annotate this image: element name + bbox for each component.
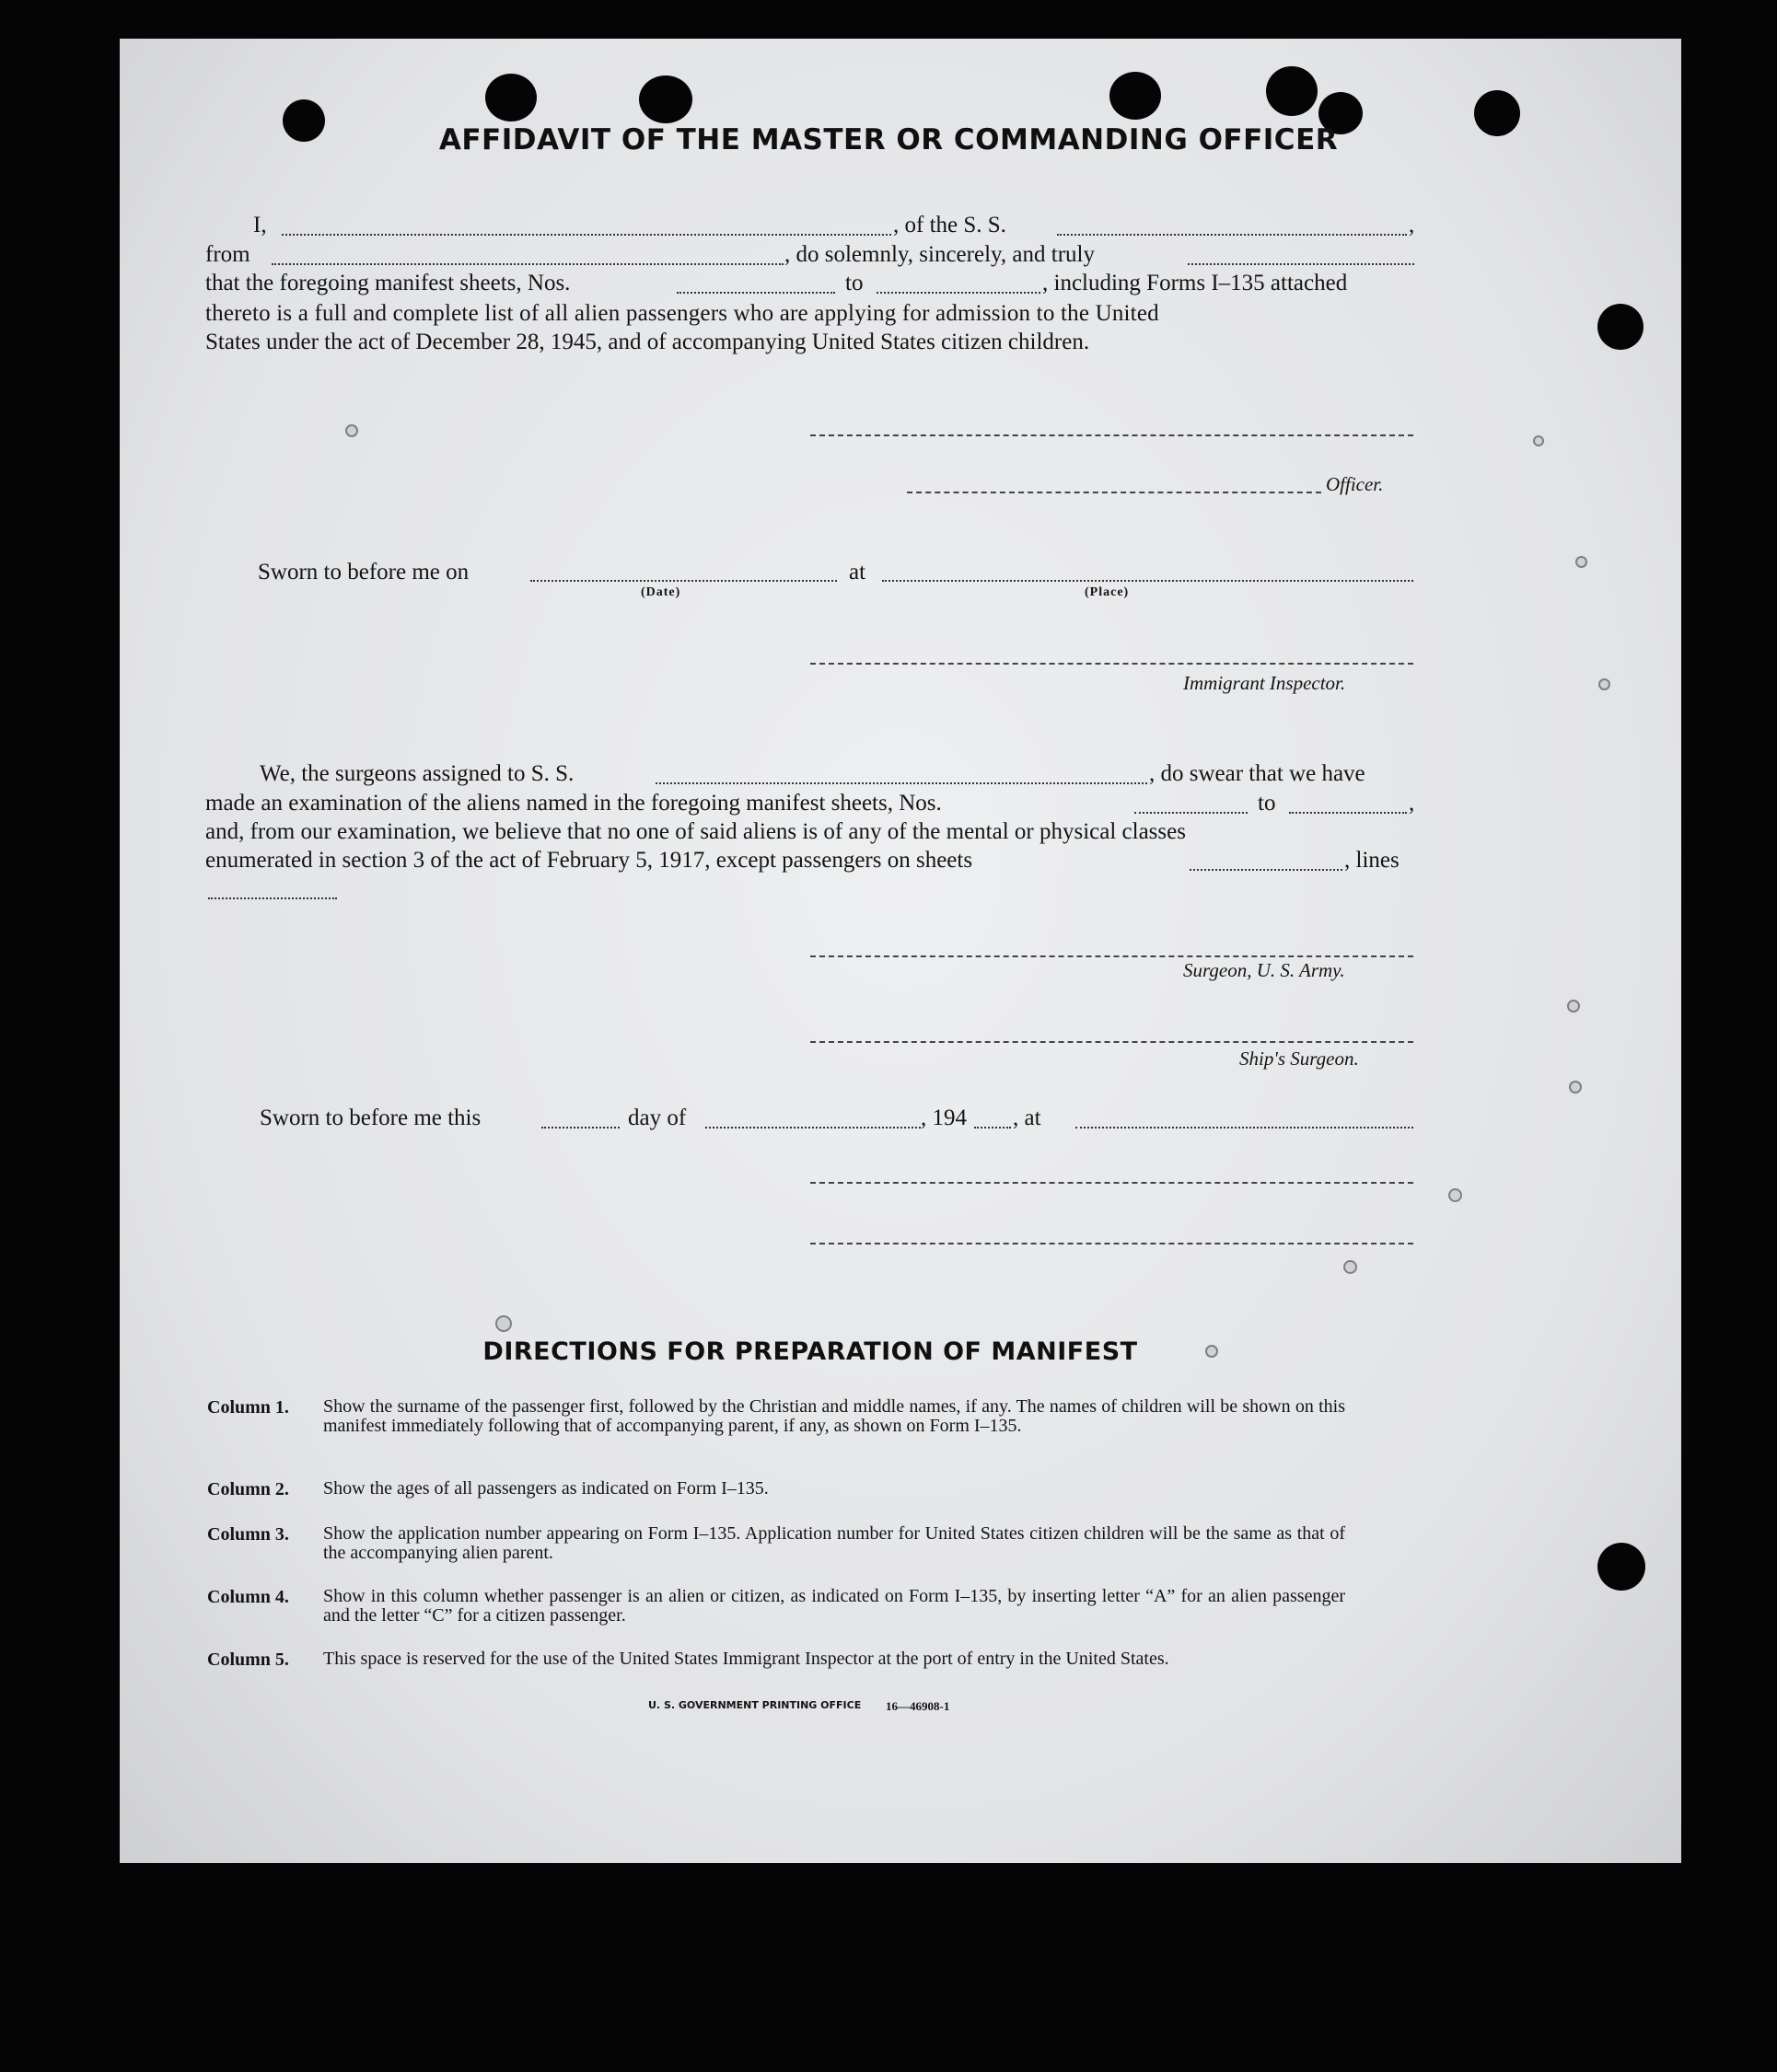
affidavit-of-ss: , of the S. S.: [893, 213, 1006, 237]
sworn-at: at: [849, 560, 866, 585]
surgeons-line4-a: enumerated in section 3 of the act of February 5, 1917, except passengers on sheets: [205, 848, 973, 873]
official-signature-line[interactable]: [810, 1182, 1413, 1184]
army-surgeon-signature-line[interactable]: [810, 955, 1413, 957]
master-signature-line[interactable]: [810, 434, 1413, 436]
from-port-blank[interactable]: [272, 263, 784, 265]
direction-label: Column 1.: [207, 1397, 289, 1418]
direction-label: Column 3.: [207, 1524, 289, 1545]
sheet-to-blank[interactable]: [877, 292, 1040, 294]
sheet-from-blank[interactable]: [677, 292, 835, 294]
direction-text: Show the surname of the passenger first, followed by the Christian and middle names, if any. The names of children will be shown on this manifest immediately following that of accompanying parent, if any, as shown on Form I–135.: [323, 1396, 1345, 1436]
direction-label: Column 4.: [207, 1587, 289, 1607]
affidavit-line1-end: ,: [1409, 213, 1415, 237]
sworn-day-of: day of: [628, 1105, 687, 1130]
surgeon-sheet-from-blank[interactable]: [1134, 812, 1248, 814]
sworn-year-blank[interactable]: [974, 1127, 1011, 1129]
sworn-year: , 194: [921, 1105, 967, 1130]
sworn-place-blank[interactable]: [882, 580, 1413, 582]
sworn-date-blank[interactable]: [530, 580, 837, 582]
affidavit-line3-a: that the foregoing manifest sheets, Nos.: [205, 271, 571, 295]
army-surgeon-label: Surgeon, U. S. Army.: [1183, 959, 1345, 981]
swear-blank[interactable]: [1188, 263, 1414, 265]
sworn-day-blank[interactable]: [541, 1127, 620, 1129]
affidavit-from: from: [205, 242, 250, 267]
surgeons-line2-a: made an examination of the aliens named in the foregoing manifest sheets, Nos.: [205, 791, 942, 816]
master-name-blank[interactable]: [282, 234, 891, 236]
affidavit-swear: , do solemnly, sincerely, and truly: [784, 242, 1095, 267]
surgeons-line3: and, from our examination, we believe that no one of said aliens is of any of the mental or physical classes: [205, 819, 1186, 844]
ship-name-blank[interactable]: [1057, 234, 1407, 236]
direction-label: Column 2.: [207, 1479, 289, 1499]
directions-title: DIRECTIONS FOR PREPARATION OF MANIFEST: [482, 1337, 1138, 1366]
direction-text: This space is reserved for the use of the United States Immigrant Inspector at the port of entry in the United States.: [323, 1649, 1169, 1669]
affidavit-i: I,: [253, 213, 267, 237]
surgeons-line2-end: ,: [1409, 791, 1415, 816]
affidavit-title: AFFIDAVIT OF THE MASTER OR COMMANDING OFFICER: [438, 123, 1339, 156]
surgeons-line1-b: , do swear that we have: [1149, 761, 1365, 786]
direction-text: Show the application number appearing on Form I–135. Application number for United States citizen children will be the same as that of the accompanying alien parent.: [323, 1523, 1345, 1563]
inspector-label: Immigrant Inspector.: [1183, 672, 1346, 694]
officer-signature-line[interactable]: [907, 492, 1321, 493]
surgeon-sheet-to-blank[interactable]: [1289, 812, 1407, 814]
form-number: 16—46908-1: [886, 1699, 950, 1713]
direction-label: Column 5.: [207, 1649, 289, 1670]
place-label: (Place): [1085, 585, 1130, 599]
affidavit-line3-b: , including Forms I–135 attached: [1042, 271, 1348, 295]
sworn-this: Sworn to before me this: [260, 1105, 482, 1130]
surgeon-ship-blank[interactable]: [656, 782, 1147, 784]
surgeons-line4-b: , lines: [1344, 848, 1400, 873]
ship-surgeon-signature-line[interactable]: [810, 1041, 1413, 1043]
printer-credit: U. S. GOVERNMENT PRINTING OFFICE: [648, 1699, 862, 1711]
date-label: (Date): [641, 585, 681, 599]
ship-surgeon-label: Ship's Surgeon.: [1239, 1048, 1359, 1070]
official-title-line[interactable]: [810, 1243, 1413, 1244]
sworn-before-on: Sworn to before me on: [258, 560, 470, 585]
except-sheets-blank[interactable]: [1190, 869, 1342, 871]
inspector-signature-line[interactable]: [810, 663, 1413, 665]
affidavit-line4: thereto is a full and complete list of all alien passengers who are applying for admission to the United: [205, 301, 1159, 326]
surgeons-line2-to: to: [1258, 791, 1276, 816]
direction-text: Show the ages of all passengers as indicated on Form I–135.: [323, 1478, 769, 1499]
officer-label: Officer.: [1326, 473, 1384, 495]
sworn-month-blank[interactable]: [705, 1127, 921, 1129]
surgeons-line1-a: We, the surgeons assigned to S. S.: [260, 761, 575, 786]
lines-blank[interactable]: [208, 897, 337, 899]
affidavit-line3-to: to: [845, 271, 864, 295]
affidavit-line5: States under the act of December 28, 1945, and of accompanying United States citizen children.: [205, 330, 1090, 354]
sworn-this-place-blank[interactable]: [1075, 1127, 1413, 1129]
direction-text: Show in this column whether passenger is an alien or citizen, as indicated on Form I–135, by inserting letter “A” for an alien passenger and the letter “C” for a citizen passenger.: [323, 1586, 1345, 1626]
sworn-this-at: , at: [1013, 1105, 1041, 1130]
